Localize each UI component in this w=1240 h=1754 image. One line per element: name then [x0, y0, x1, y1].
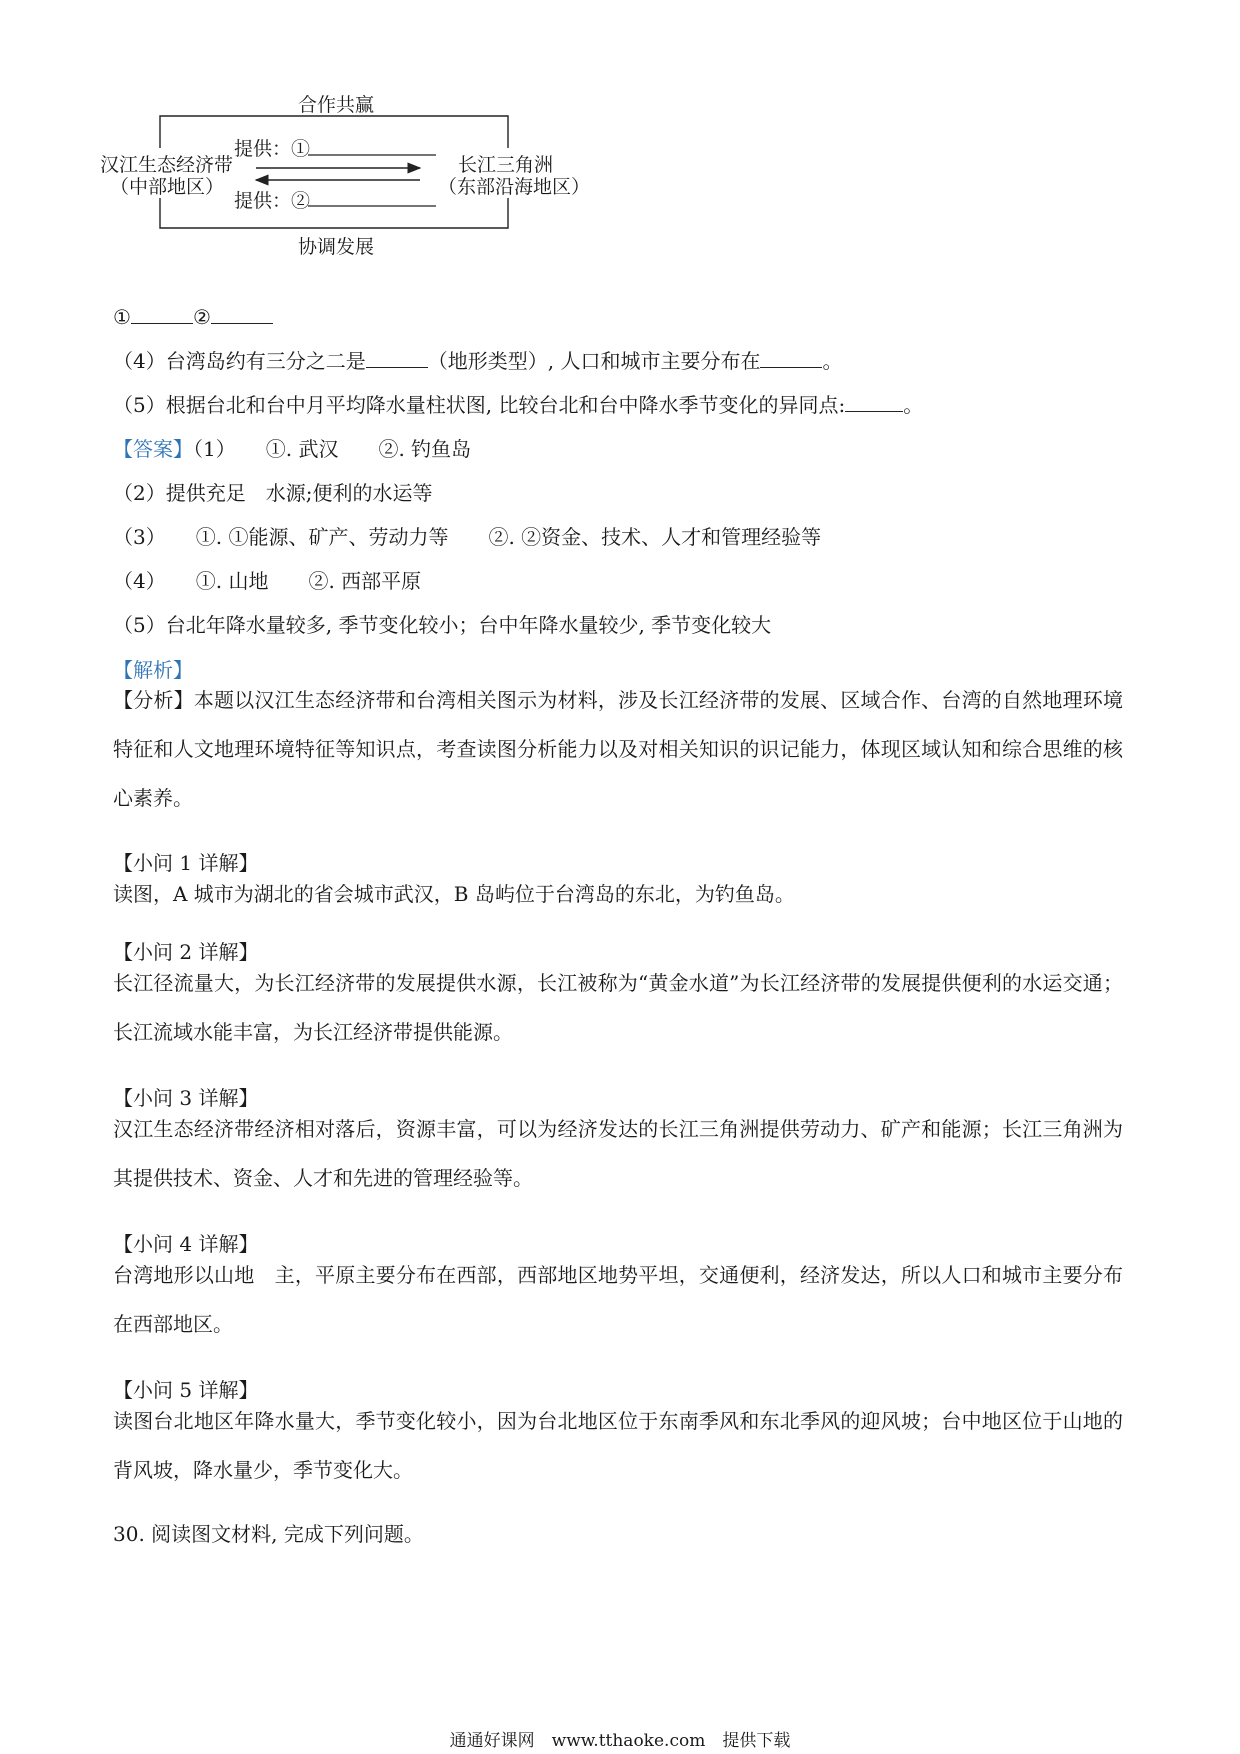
blank-q4-2 — [760, 345, 822, 368]
answer-line-1: 【答案】（1） ①. 武汉 ②. 钓鱼岛 — [113, 437, 472, 461]
analysis-tag: 【解析】 — [113, 658, 193, 682]
blank-row: ① ② — [113, 301, 273, 332]
label-coordination: 协调发展 — [298, 236, 375, 258]
subq1-heading: 【小问 1 详解】 — [113, 851, 259, 875]
analysis-paragraph: 【分析】本题以汉江生态经济带和台湾相关图示为材料，涉及长江经济带的发展、区域合作、台湾的自然地理环境特征和人文地理环境特征等知识点，考查读图分析能力以及对相关知识的识记能力，体现区域认知和综合思维的核心素养。 — [113, 688, 1123, 810]
question-5: （5）根据台北和台中月平均降水量柱状图, 比较台北和台中降水季节变化的异同点: 。 — [113, 389, 923, 420]
label-cooperation: 合作共赢 — [298, 94, 375, 116]
answer-line-4: （4） ①. 山地 ②. 西部平原 — [113, 569, 422, 593]
blank-1 — [131, 301, 193, 324]
page-footer: 通通好课网 www.tthaoke.com 提供下载 — [449, 1731, 791, 1751]
label-central-region: （中部地区） — [110, 176, 225, 198]
question-30: 30. 阅读图文材料, 完成下列问题。 — [113, 1522, 424, 1546]
top-bracket — [160, 116, 508, 148]
subq3-heading: 【小问 3 详解】 — [113, 1086, 259, 1110]
answer-tag: 【答案】 — [113, 437, 193, 461]
subq4-heading: 【小问 4 详解】 — [113, 1232, 259, 1256]
subq3-body: 汉江生态经济带经济相对落后，资源丰富，可以为经济发达的长江三角洲提供劳动力、矿产和能源；长江三角洲为其提供技术、资金、人才和先进的管理经验等。 — [113, 1117, 1123, 1190]
subq5-heading: 【小问 5 详解】 — [113, 1378, 259, 1402]
subq5-body: 读图台北地区年降水量大，季节变化较小，因为台北地区位于东南季风和东北季风的迎风坡；台中地区位于山地的背风坡，降水量少，季节变化大。 — [113, 1409, 1123, 1482]
answer-line-3: （3） ①. ①能源、矿产、劳动力等 ②. ②资金、技术、人才和管理经验等 — [113, 525, 822, 549]
subq2-heading: 【小问 2 详解】 — [113, 940, 259, 964]
answer-line-2: （2）提供充足 水源;便利的水运等 — [113, 481, 433, 505]
subq1-body: 读图，A 城市为湖北的省会城市武汉，B 岛屿位于台湾岛的东北，为钓鱼岛。 — [113, 882, 795, 906]
label-provide-2: 提供：② — [234, 190, 311, 212]
label-hanjiang-belt: 汉江生态经济带 — [100, 154, 234, 176]
label-provide-1: 提供：① — [234, 138, 311, 160]
label-yangtze-delta: 长江三角洲 — [458, 154, 554, 176]
subq4-body: 台湾地形以山地 主，平原主要分布在西部，西部地区地势平坦，交通便利，经济发达，所以人口和城市主要分布在西部地区。 — [113, 1263, 1123, 1336]
cooperation-diagram — [100, 94, 660, 288]
subq2-body: 长江径流量大，为长江经济带的发展提供水源，长江被称为“黄金水道”为长江经济带的发展提供便利的水运交通；长江流域水能丰富，为长江经济带提供能源。 — [113, 971, 1123, 1044]
blank-q4-1 — [366, 345, 428, 368]
blank-2 — [211, 301, 273, 324]
label-eastern-coast: （东部沿海地区） — [438, 176, 591, 198]
blank-q5 — [845, 389, 903, 412]
answer-line-5: （5）台北年降水量较多, 季节变化较小；台中年降水量较少, 季节变化较大 — [113, 613, 772, 637]
bottom-bracket — [160, 198, 508, 228]
question-4: （4）台湾岛约有三分之二是 （地形类型）, 人口和城市主要分布在 。 — [113, 345, 842, 376]
